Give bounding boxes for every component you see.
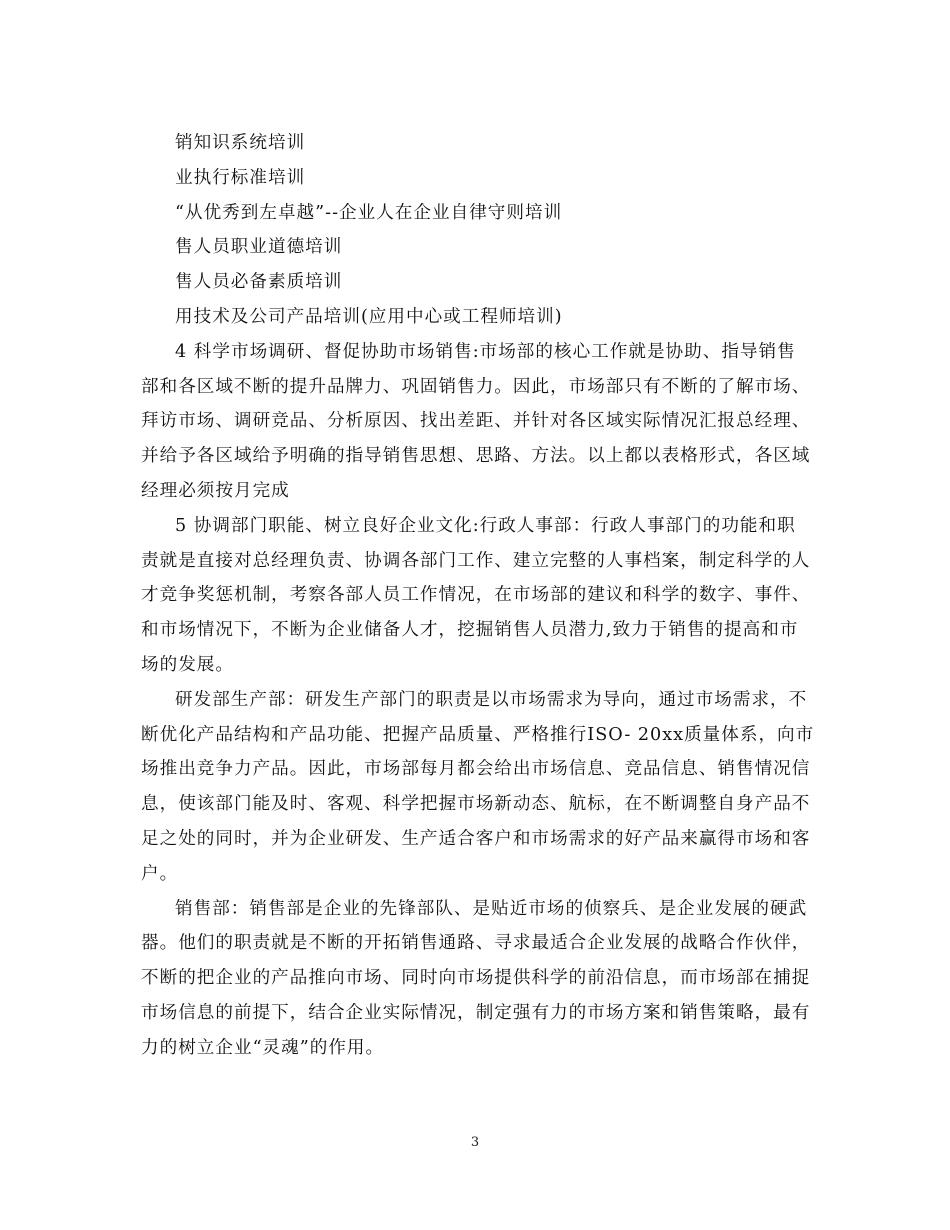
list-item: 业执行标准培训 bbox=[175, 167, 306, 188]
text-line: 拜访市场、调研竞品、分析原因、找出差距、并针对各区域实际情况汇报总经理、 bbox=[141, 411, 811, 432]
text-line: 器。他们的职责就是不断的开拓销售通路、寻求最适合企业发展的战略合作伙伴， bbox=[141, 933, 811, 954]
text-line: 力的树立企业“灵魂”的作用。 bbox=[141, 1037, 385, 1058]
text-line: 足之处的同时，并为企业研发、生产适合客户和市场需求的好产品来赢得市场和客 bbox=[141, 828, 811, 849]
list-item: 用技术及公司产品培训(应用中心或工程师培训) bbox=[175, 306, 563, 327]
list-item: 售人员职业道德培训 bbox=[175, 237, 343, 258]
text-line: 并给予各区域给予明确的指导销售思想、思路、方法。以上都以表格形式，各区域 bbox=[141, 446, 811, 467]
text-line: 研发部生产部：研发生产部门的职责是以市场需求为导向，通过市场需求，不 bbox=[175, 689, 808, 710]
text-line: 部和各区域不断的提升品牌力、巩固销售力。因此，市场部只有不断的了解市场、 bbox=[141, 376, 811, 397]
text-line: 不断的把企业的产品推向市场、同时向市场提供科学的前沿信息，而市场部在捕捉 bbox=[141, 968, 811, 989]
page-body bbox=[141, 126, 815, 1066]
text-line: 经理必须按月完成 bbox=[141, 480, 290, 501]
text-line: 户。 bbox=[141, 863, 179, 884]
training-list bbox=[141, 126, 811, 335]
text-line: 断优化产品结构和产品功能、把握产品质量、严格推行ISO- 20xx质量体系，向市 bbox=[141, 724, 815, 745]
text-line: 4 科学市场调研、督促协助市场销售:市场部的核心工作就是协助、指导销售 bbox=[175, 341, 796, 362]
text-line: 才竞争奖惩机制，考察各部人员工作情况，在市场部的建议和科学的数字、事件、 bbox=[141, 585, 811, 606]
text-line: 息，使该部门能及时、客观、科学把握市场新动态、航标，在不断调整自身产品不 bbox=[141, 794, 811, 815]
list-item: 售人员必备素质培训 bbox=[175, 272, 343, 293]
paragraph-sales-department bbox=[141, 892, 811, 1066]
list-item: 销知识系统培训 bbox=[175, 133, 306, 153]
text-line: 场的发展。 bbox=[141, 654, 234, 675]
page-number: 3 bbox=[470, 1135, 480, 1150]
text-line: 市场信息的前提下，结合企业实际情况，制定强有力的市场方案和销售策略，最有 bbox=[141, 1002, 811, 1023]
text-line: 和市场情况下，不断为企业储备人才，挖掘销售人员潜力,致力于销售的提高和市 bbox=[141, 620, 799, 641]
text-line: 5 协调部门职能、树立良好企业文化:行政人事部：行政人事部门的功能和职 bbox=[175, 515, 796, 536]
paragraph-rd-production bbox=[141, 683, 815, 892]
paragraph-market-research bbox=[141, 335, 811, 509]
text-line: 责就是直接对总经理负责、协调各部门工作、建立完整的人事档案，制定科学的人 bbox=[141, 550, 811, 571]
text-line: 销售部：销售部是企业的先锋部队、是贴近市场的侦察兵、是企业发展的硬武 bbox=[175, 898, 808, 919]
text-line: 场推出竞争力产品。因此，市场部每月都会给出市场信息、竞品信息、销售情况信 bbox=[141, 759, 811, 780]
list-item: “从优秀到左卓越”--企业人在企业自律守则培训 bbox=[175, 202, 563, 223]
paragraph-department-coordination bbox=[141, 509, 811, 683]
